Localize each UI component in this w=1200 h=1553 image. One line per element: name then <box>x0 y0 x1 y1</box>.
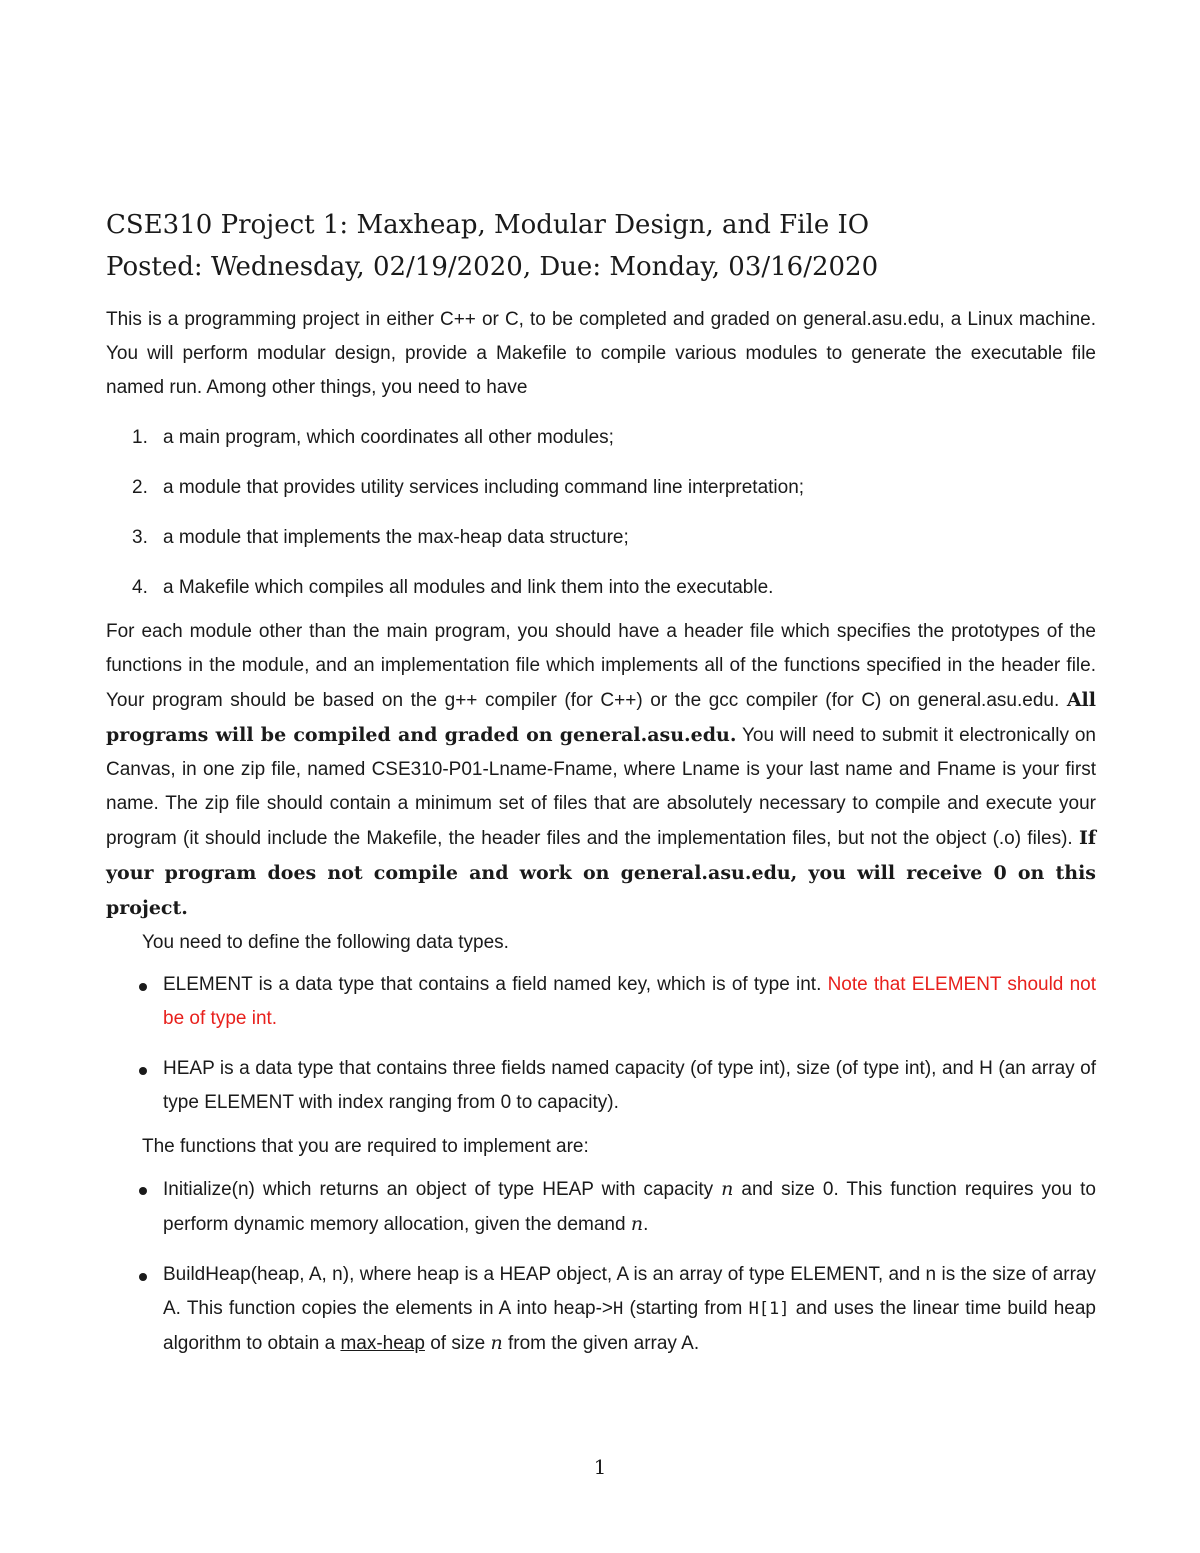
function-text: of size <box>424 1333 491 1354</box>
math-var: n <box>490 1332 503 1354</box>
function-text: Initialize(n) which returns an object of type HEAP with capacity <box>163 1179 722 1200</box>
list-text: a module that provides utility services including command line interpretation; <box>163 477 805 498</box>
bold-warning: If your program does not compile and work on general.asu.edu, you will receive 0 on this project. <box>106 827 1096 919</box>
element-note: Note that ELEMENT should not be of type int. <box>163 974 1096 1029</box>
function-text: from the given array A. <box>502 1333 700 1354</box>
function-text: and uses the linear time build heap algorithm to obtain a <box>163 1298 1096 1354</box>
document-body <box>106 303 1096 1361</box>
bullet-icon <box>139 1273 147 1281</box>
buildheap-item <box>106 1258 1096 1361</box>
list-item <box>106 571 1096 605</box>
underlined-term: max-heap <box>340 1333 425 1354</box>
submission-paragraph <box>106 615 1096 926</box>
functions-list <box>106 1172 1096 1361</box>
math-var: n <box>630 1213 644 1235</box>
function-text: BuildHeap(heap, A, n), where heap is a HEAP object, A is an array of type ELEMENT, and n is the size of array A. This function copies the elements in A into heap-> <box>163 1264 1096 1319</box>
element-text: ELEMENT is a data type that contains a field named key, which is of type int. <box>163 974 828 995</box>
types-list <box>106 968 1096 1120</box>
list-number: 2. <box>132 477 148 498</box>
math-var: n <box>721 1178 734 1200</box>
code-text: H <box>613 1299 624 1319</box>
initialize-item <box>106 1172 1096 1242</box>
list-text: a main program, which coordinates all other modules; <box>163 427 614 448</box>
function-text: (starting from <box>623 1298 749 1319</box>
list-item <box>106 421 1096 455</box>
project-title: CSE310 Project 1: Maxheap, Modular Design, and File IO <box>106 210 870 240</box>
bullet-icon <box>139 1187 147 1195</box>
list-item <box>106 471 1096 505</box>
list-number: 4. <box>132 577 148 598</box>
element-type-item <box>106 968 1096 1036</box>
bold-text: All programs will be compiled and graded on general.asu.edu. <box>106 689 1096 746</box>
list-number: 3. <box>132 527 148 548</box>
page-number: 1 <box>593 1455 607 1479</box>
posted-due-dates: Posted: Wednesday, 02/19/2020, Due: Monday, 03/16/2020 <box>106 252 879 282</box>
bullet-icon <box>139 983 147 991</box>
functions-intro: The functions that you are required to implement are: <box>142 1136 589 1157</box>
function-text: . <box>643 1214 649 1235</box>
list-number: 1. <box>132 427 148 448</box>
bullet-icon <box>139 1067 147 1075</box>
types-intro: You need to define the following data types. <box>142 932 509 953</box>
list-text: a module that implements the max-heap data structure; <box>163 527 629 548</box>
heap-type-item <box>106 1052 1096 1120</box>
requirements-list <box>106 421 1096 605</box>
function-text: and size 0. This function requires you to perform dynamic memory allocation, given the demand <box>163 1179 1096 1235</box>
heap-text: HEAP is a data type that contains three fields named capacity (of type int), size (of type int), and H (an array of type ELEMENT with index ranging from 0 to capacity). <box>163 1058 1096 1113</box>
paragraph-text: For each module other than the main program, you should have a header file which specifies the prototypes of the functions in the module, and an implementation file which implements all of the functions specified in the header file. Your program should be based on the g++ compiler (for C++) or the gcc compiler (for C) on general.asu.edu. <box>106 621 1096 711</box>
intro-paragraph: This is a programming project in either C++ or C, to be completed and graded on general.asu.edu, a Linux machine. You will perform modular design, provide a Makefile to compile various modules to generate the executable file named run. Among other things, you need to have <box>106 309 1096 398</box>
paragraph-text: You will need to submit it electronically on Canvas, in one zip file, named CSE310-P01-Lname-Fname, where Lname is your last name and Fname is your first name. The zip file should contain a minimum set of files that are absolutely necessary to compile and execute your program (it should include the Makefile, the header files and the implementation files, but not the object (.o) files). <box>106 725 1096 849</box>
list-text: a Makefile which compiles all modules and link them into the executable. <box>163 577 774 598</box>
list-item <box>106 521 1096 555</box>
code-text: H[1] <box>748 1299 790 1319</box>
